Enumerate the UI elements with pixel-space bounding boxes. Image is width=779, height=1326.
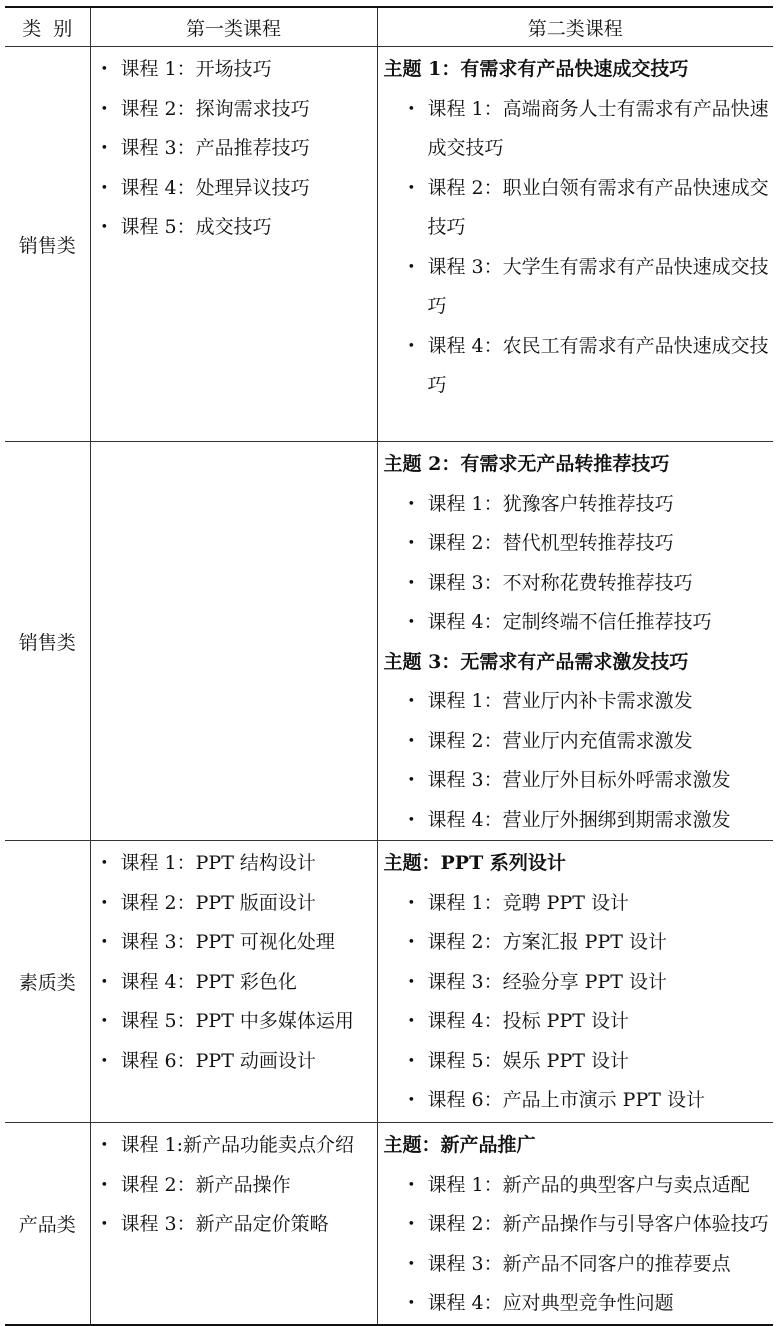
list-item xyxy=(91,129,377,169)
topic-course-list xyxy=(378,485,774,643)
list-item xyxy=(378,761,774,801)
course-label: 课程 3：经验分享 PPT 设计 xyxy=(427,970,667,993)
course-label: 课程 1：竞聘 PPT 设计 xyxy=(427,891,629,914)
list-item xyxy=(91,923,377,963)
course-label: 课程 3：新产品不同客户的推荐要点 xyxy=(427,1252,731,1275)
course-label: 课程 3：不对称花费转推荐技巧 xyxy=(427,571,693,594)
category-cell: 销售类 xyxy=(5,442,90,841)
bullet-icon: • xyxy=(100,1014,109,1029)
course-label: 课程 3：大学生有需求有产品快速成交技巧 xyxy=(427,255,769,317)
list-item xyxy=(378,722,774,762)
course-label: 课程 4：PPT 彩色化 xyxy=(120,970,297,993)
bullet-icon: • xyxy=(407,733,416,749)
bullet-icon: • xyxy=(100,101,109,117)
course-label: 课程 4：营业厅外捆绑到期需求激发 xyxy=(427,808,731,831)
list-item xyxy=(91,963,377,1003)
first-course-cell xyxy=(90,1123,377,1325)
topic-title: 主题：PPT 系列设计 xyxy=(383,852,566,874)
course-label: 课程 1：新产品的典型客户与卖点适配 xyxy=(427,1173,750,1196)
bullet-icon: • xyxy=(100,935,109,950)
list-item xyxy=(378,1166,774,1206)
course-label: 课程 3：营业厅外目标外呼需求激发 xyxy=(427,769,731,791)
bullet-icon: • xyxy=(407,1217,416,1232)
bullet-icon: • xyxy=(100,1053,109,1069)
list-item xyxy=(378,1284,774,1324)
list-item xyxy=(378,801,774,841)
category-cell: 产品类 xyxy=(5,1123,90,1325)
list-item xyxy=(91,90,377,130)
list-item xyxy=(378,1245,774,1285)
list-item xyxy=(378,90,774,169)
course-label: 课程 1:新产品功能卖点介绍 xyxy=(120,1134,355,1156)
list-item xyxy=(91,1166,377,1206)
first-course-list xyxy=(91,844,377,1081)
table-row xyxy=(5,442,773,841)
course-label: 课程 4：投标 PPT 设计 xyxy=(427,1010,629,1032)
course-label: 课程 2：新产品操作与引导客户体验技巧 xyxy=(427,1213,769,1235)
list-item xyxy=(378,485,774,525)
list-item xyxy=(378,248,774,327)
course-label: 课程 1：营业厅内补卡需求激发 xyxy=(427,690,693,712)
topic-course-list xyxy=(378,884,774,1121)
course-label: 课程 5：PPT 中多媒体运用 xyxy=(120,1010,354,1032)
list-item xyxy=(91,50,377,90)
second-course-cell xyxy=(377,442,773,841)
list-item xyxy=(378,923,774,963)
table-row xyxy=(5,841,773,1123)
list-item xyxy=(378,1205,774,1245)
bullet-icon: • xyxy=(407,1296,416,1311)
course-label: 课程 4：农民工有需求有产品快速成交技巧 xyxy=(427,334,769,396)
topic-title: 主题 3：无需求有产品需求激发技巧 xyxy=(383,650,689,673)
course-label: 课程 3：PPT 可视化处理 xyxy=(120,931,335,953)
bullet-icon: • xyxy=(407,935,416,950)
bullet-icon: • xyxy=(100,856,109,871)
course-label: 课程 1：开场技巧 xyxy=(120,58,272,80)
bullet-icon: • xyxy=(407,496,416,512)
list-item xyxy=(378,603,774,643)
topic-course-list xyxy=(378,682,774,840)
header-second-course: 第二类课程 xyxy=(377,7,773,47)
bullet-icon: • xyxy=(407,615,416,630)
topic-title: 主题：新产品推广 xyxy=(383,1134,536,1156)
topic-course-list xyxy=(378,90,774,406)
course-label: 课程 2：探询需求技巧 xyxy=(120,97,310,120)
bullet-icon: • xyxy=(407,575,416,591)
list-item xyxy=(378,327,774,406)
category-cell: 素质类 xyxy=(5,841,90,1123)
bullet-icon: • xyxy=(100,1138,109,1153)
bullet-icon: • xyxy=(407,1177,416,1193)
course-label: 课程 4：定制终端不信任推荐技巧 xyxy=(427,611,712,633)
list-item xyxy=(378,884,774,924)
topic-title: 主题 1：有需求有产品快速成交技巧 xyxy=(383,58,689,80)
bullet-icon: • xyxy=(100,180,109,196)
first-course-list xyxy=(91,50,377,248)
course-label: 课程 6：PPT 动画设计 xyxy=(120,1049,316,1072)
bullet-icon: • xyxy=(100,141,109,156)
list-item xyxy=(378,1081,774,1121)
first-course-cell xyxy=(90,841,377,1123)
list-item xyxy=(91,884,377,924)
course-label: 课程 1：PPT 结构设计 xyxy=(120,852,316,874)
bullet-icon: • xyxy=(407,1256,416,1272)
table-row xyxy=(5,47,773,442)
course-label: 课程 2：替代机型转推荐技巧 xyxy=(427,532,674,554)
bullet-icon: • xyxy=(407,895,416,911)
bullet-icon: • xyxy=(100,895,109,911)
second-course-cell xyxy=(377,47,773,442)
course-label: 课程 2：营业厅内充值需求激发 xyxy=(427,729,693,752)
bullet-icon: • xyxy=(407,1014,416,1029)
bullet-icon: • xyxy=(407,259,416,275)
bullet-icon: • xyxy=(407,101,416,117)
second-course-cell xyxy=(377,841,773,1123)
first-course-cell xyxy=(90,442,377,841)
category-cell: 销售类 xyxy=(5,47,90,442)
header-category: 类 别 xyxy=(5,7,90,47)
bullet-icon: • xyxy=(407,974,416,990)
list-item xyxy=(378,682,774,722)
course-label: 课程 3：产品推荐技巧 xyxy=(120,137,310,159)
list-item xyxy=(91,169,377,209)
course-label: 课程 2：PPT 版面设计 xyxy=(120,891,316,914)
list-item xyxy=(91,1002,377,1042)
header-first-course: 第一类课程 xyxy=(90,7,377,47)
list-item xyxy=(378,524,774,564)
first-course-cell xyxy=(90,47,377,442)
course-label: 课程 2：新产品操作 xyxy=(120,1173,291,1196)
bullet-icon: • xyxy=(407,536,416,551)
course-label: 课程 6：产品上市演示 PPT 设计 xyxy=(427,1089,705,1111)
list-item xyxy=(378,1042,774,1082)
first-course-list xyxy=(91,1126,377,1245)
course-label: 课程 4：处理异议技巧 xyxy=(120,176,310,199)
course-label: 课程 1：高端商务人士有需求有产品快速成交技巧 xyxy=(427,97,769,159)
bullet-icon: • xyxy=(100,62,109,77)
bullet-icon: • xyxy=(407,773,416,788)
bullet-icon: • xyxy=(407,338,416,354)
second-course-cell xyxy=(377,1123,773,1325)
bullet-icon: • xyxy=(407,812,416,828)
list-item xyxy=(91,1126,377,1166)
list-item xyxy=(378,963,774,1003)
list-item xyxy=(91,1205,377,1245)
course-table xyxy=(5,6,773,1326)
list-item xyxy=(91,1042,377,1082)
topic-course-list xyxy=(378,1166,774,1324)
topic-title: 主题 2：有需求无产品转推荐技巧 xyxy=(383,453,670,475)
header-row xyxy=(5,7,773,47)
bullet-icon: • xyxy=(100,1177,109,1193)
table-row xyxy=(5,1123,773,1325)
bullet-icon: • xyxy=(100,974,109,990)
bullet-icon: • xyxy=(407,1093,416,1108)
bullet-icon: • xyxy=(407,180,416,196)
list-item xyxy=(91,208,377,248)
course-label: 课程 4：应对典型竞争性问题 xyxy=(427,1292,674,1314)
course-label: 课程 2：职业白领有需求有产品快速成交技巧 xyxy=(427,176,769,238)
course-label: 课程 5：成交技巧 xyxy=(120,216,272,238)
bullet-icon: • xyxy=(100,220,109,235)
course-label: 课程 5：娱乐 PPT 设计 xyxy=(427,1049,629,1072)
list-item xyxy=(378,1002,774,1042)
list-item xyxy=(378,169,774,248)
list-item xyxy=(91,844,377,884)
bullet-icon: • xyxy=(407,694,416,709)
course-label: 课程 2：方案汇报 PPT 设计 xyxy=(427,931,667,953)
bullet-icon: • xyxy=(407,1053,416,1069)
bullet-icon: • xyxy=(100,1217,109,1232)
course-label: 课程 1：犹豫客户转推荐技巧 xyxy=(427,492,674,515)
course-label: 课程 3：新产品定价策略 xyxy=(120,1213,329,1235)
list-item xyxy=(378,564,774,604)
